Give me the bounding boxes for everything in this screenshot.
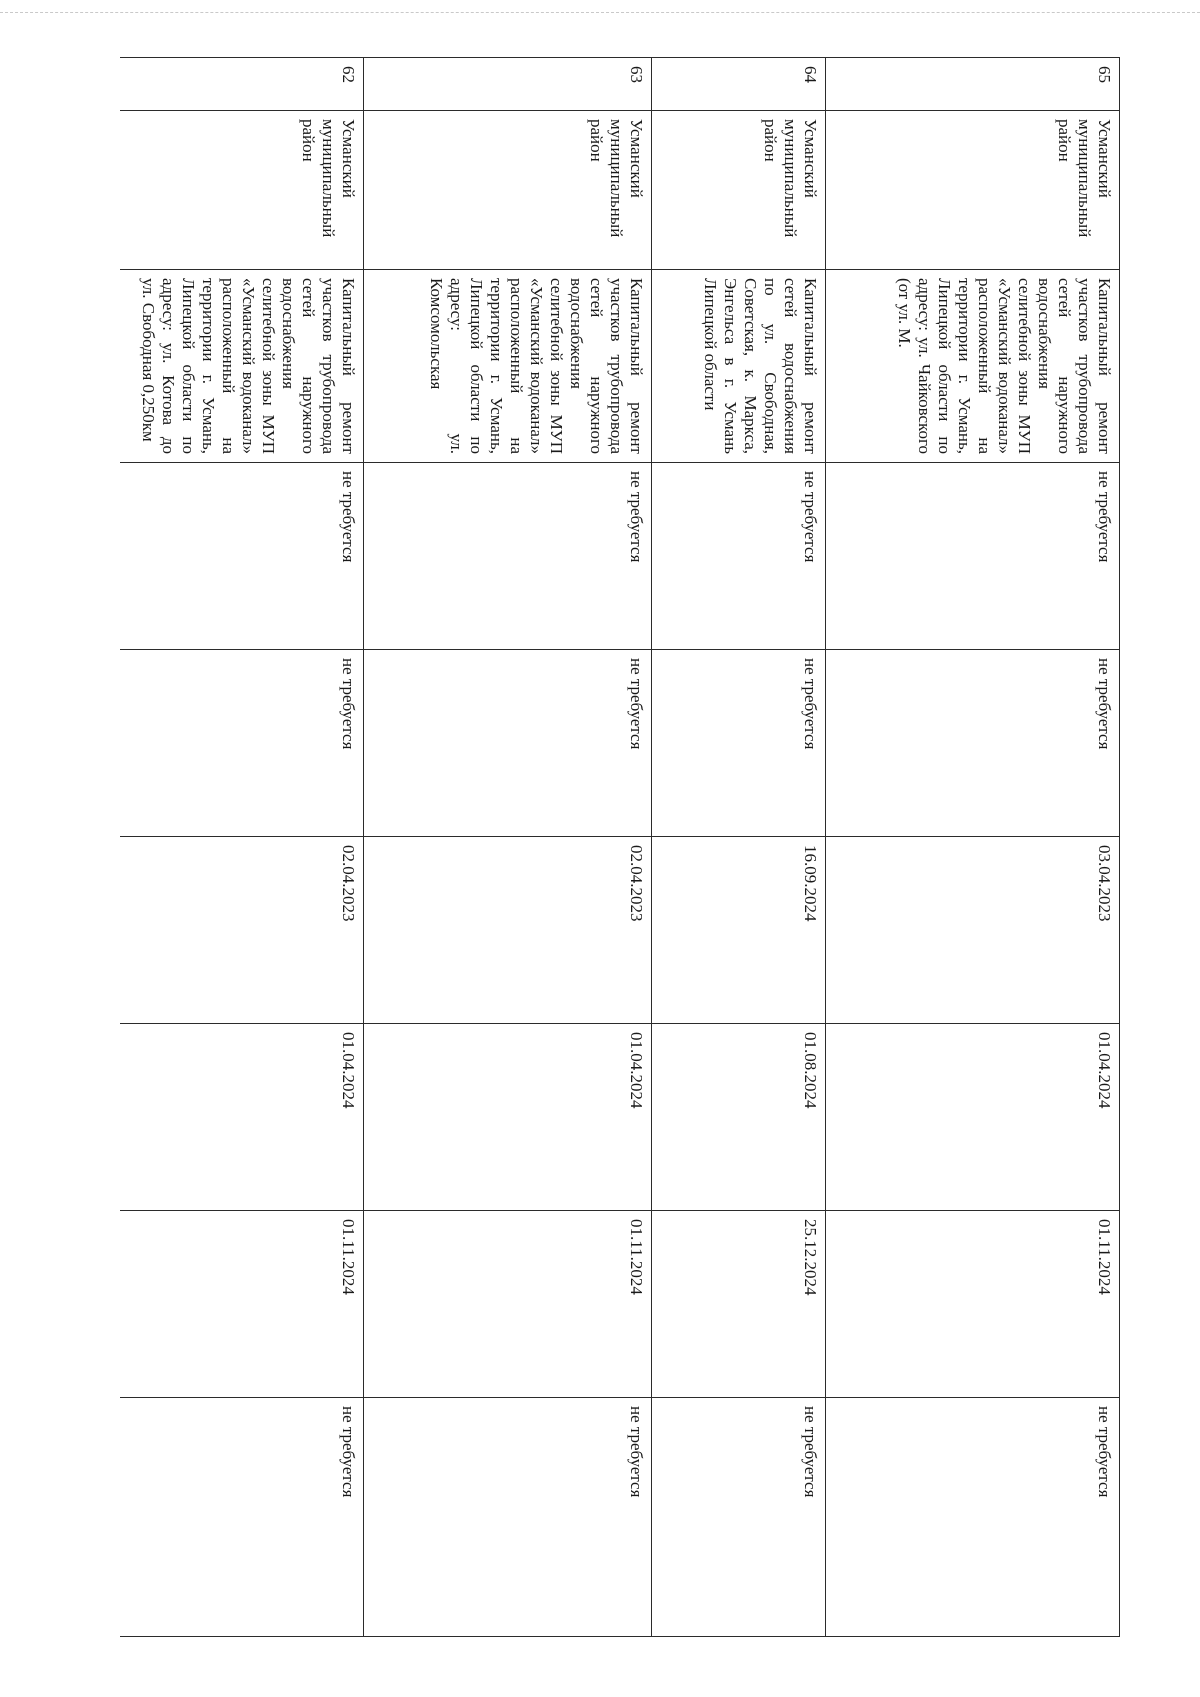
- requirement-cell: не требуется: [364, 463, 652, 650]
- scan-edge-line: [0, 12, 1200, 13]
- start-date-cell: 01.04.2024: [826, 1024, 1120, 1211]
- description-cell: Капитальный ремонт сетей водоснабжения по ул. Свободная, Советская, к. Маркса, Энгельса в г. Усмань Липецкой области: [652, 270, 826, 463]
- start-date-cell: 01.04.2024: [120, 1024, 364, 1211]
- district-cell: Усманский муниципальный район: [120, 111, 364, 270]
- row-number: 62: [120, 58, 364, 111]
- requirement-cell: не требуется: [652, 650, 826, 837]
- description-cell: Капитальный ремонт участков трубопровода сетей наружного водоснабжения селитебной зоны МУП «Усманский водоканал» расположенный на территории г. Усмань, Липецкой области по адресу: ул. Чайковского (от ул. М.: [826, 270, 1120, 463]
- date-cell: 16.09.2024: [652, 837, 826, 1024]
- date-cell: 02.04.2023: [364, 837, 652, 1024]
- row-number: 65: [826, 58, 1120, 111]
- row-number: 64: [652, 58, 826, 111]
- description-cell: Капитальный ремонт участков трубопровода сетей наружного водоснабжения селитебной зоны МУП «Усманский водоканал» расположенный на территории г. Усмань, Липецкой области по адресу: ул. Котова до ул. Свободная 0,250км: [120, 270, 364, 463]
- district-cell: Усманский муниципальный район: [364, 111, 652, 270]
- requirement-cell: не требуется: [120, 1398, 364, 1637]
- requirement-cell: не требуется: [120, 463, 364, 650]
- requirement-cell: не требуется: [364, 1398, 652, 1637]
- end-date-cell: 01.11.2024: [364, 1211, 652, 1398]
- requirement-cell: не требуется: [652, 1398, 826, 1637]
- district-cell: Усманский муниципальный район: [826, 111, 1120, 270]
- requirement-cell: не требуется: [826, 650, 1120, 837]
- start-date-cell: 01.08.2024: [652, 1024, 826, 1211]
- table-row: [652, 58, 826, 1637]
- end-date-cell: 25.12.2024: [652, 1211, 826, 1398]
- date-cell: 03.04.2023: [826, 837, 1120, 1024]
- requirement-cell: не требуется: [826, 1398, 1120, 1637]
- row-number: 63: [364, 58, 652, 111]
- district-cell: Усманский муниципальный район: [652, 111, 826, 270]
- rotated-table-wrapper: [120, 57, 1120, 1637]
- table-row: [120, 58, 364, 1637]
- works-table: [120, 57, 1120, 1637]
- end-date-cell: 01.11.2024: [120, 1211, 364, 1398]
- document-page: [120, 57, 1120, 1637]
- date-cell: 02.04.2023: [120, 837, 364, 1024]
- requirement-cell: не требуется: [826, 463, 1120, 650]
- table-row: [826, 58, 1120, 1637]
- requirement-cell: не требуется: [652, 463, 826, 650]
- table-row: [364, 58, 652, 1637]
- requirement-cell: не требуется: [120, 650, 364, 837]
- end-date-cell: 01.11.2024: [826, 1211, 1120, 1398]
- start-date-cell: 01.04.2024: [364, 1024, 652, 1211]
- description-cell: Капитальный ремонт участков трубопровода сетей наружного водоснабжения селитебной зоны МУП «Усманский водоканал» расположенный на территории г. Усмань, Липецкой области по адресу: ул. Комсомольская: [364, 270, 652, 463]
- requirement-cell: не требуется: [364, 650, 652, 837]
